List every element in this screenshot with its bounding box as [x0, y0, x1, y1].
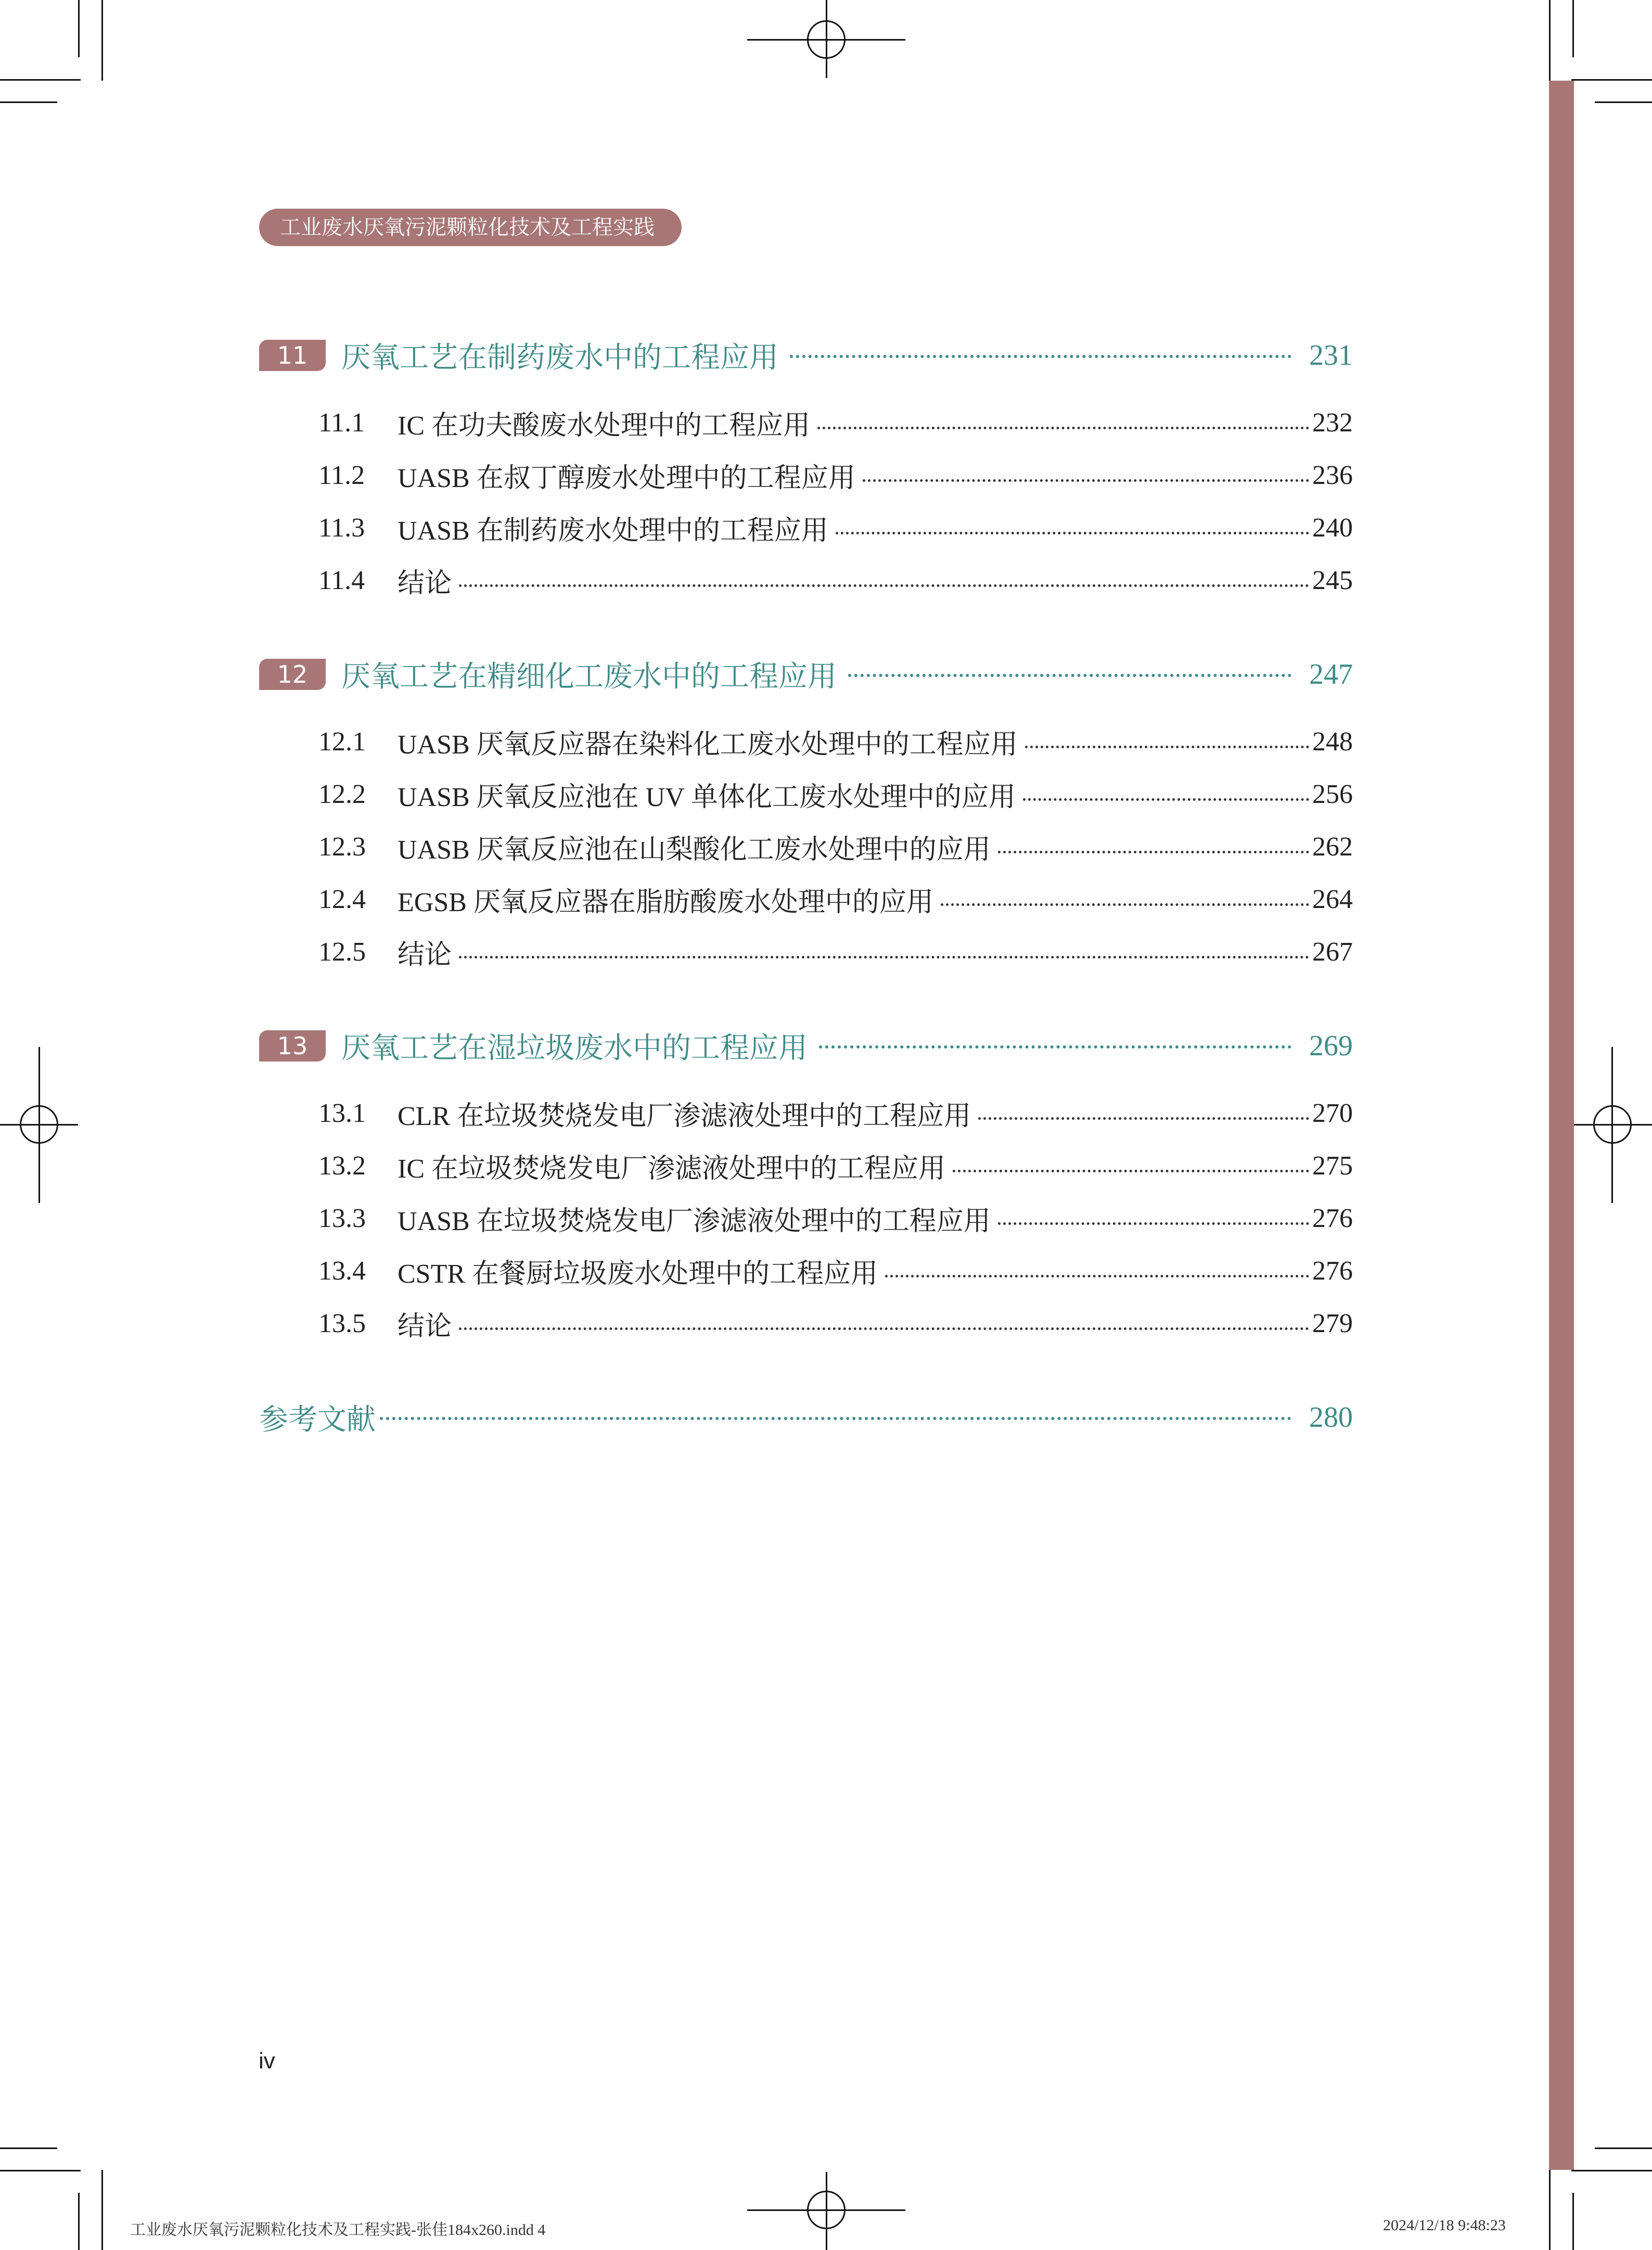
chapter-title: 厌氧工艺在制药废水中的工程应用 [341, 341, 778, 375]
toc-section-13-5[interactable] [318, 1302, 1353, 1344]
toc-section-12-1[interactable] [318, 721, 1353, 762]
chapter-page: 231 [1309, 339, 1353, 372]
chapter-number-badge: 11 [259, 340, 326, 371]
section-title: CSTR 在餐厨垃圾废水处理中的工程应用 [398, 1259, 878, 1289]
dot-leader [836, 532, 1309, 534]
section-title: UASB 厌氧反应器在染料化工废水处理中的工程应用 [398, 730, 1018, 760]
toc-references[interactable] [259, 1392, 1353, 1442]
dot-leader [998, 1222, 1309, 1225]
section-number: 12.5 [318, 937, 366, 967]
toc-section-13-2[interactable] [318, 1145, 1353, 1186]
chapter-title: 厌氧工艺在湿垃圾废水中的工程应用 [341, 1031, 808, 1065]
toc-section-12-5[interactable] [318, 931, 1353, 973]
references-page: 280 [1309, 1401, 1353, 1434]
section-page: 240 [1312, 513, 1353, 543]
section-number: 12.4 [318, 884, 366, 914]
dot-leader [459, 584, 1309, 587]
dot-leader [863, 479, 1309, 482]
section-number: 11.3 [318, 513, 365, 543]
chapter-page: 269 [1309, 1030, 1353, 1062]
page-folio: iv [259, 2048, 275, 2074]
toc-section-13-3[interactable] [318, 1197, 1353, 1239]
toc-section-11-2[interactable] [318, 454, 1353, 496]
dot-leader [459, 1327, 1309, 1330]
dot-leader [978, 1117, 1309, 1120]
section-page: 232 [1312, 407, 1353, 438]
toc-section-11-3[interactable] [318, 507, 1353, 548]
section-page: 270 [1312, 1098, 1353, 1128]
toc-section-11-4[interactable] [318, 559, 1353, 601]
section-title: UASB 在叔丁醇废水处理中的工程应用 [398, 463, 855, 493]
section-title: CLR 在垃圾焚烧发电厂渗滤液处理中的工程应用 [398, 1101, 971, 1131]
dot-leader [953, 1170, 1309, 1172]
section-title: UASB 厌氧反应池在 UV 单体化工废水处理中的应用 [398, 782, 1016, 812]
dot-leader [885, 1275, 1309, 1277]
dot-leader [817, 427, 1309, 429]
section-page: 279 [1312, 1308, 1353, 1338]
toc-section-13-1[interactable] [318, 1092, 1353, 1134]
section-number: 11.2 [318, 460, 365, 490]
chapter-title: 厌氧工艺在精细化工废水中的工程应用 [341, 660, 837, 694]
toc-chapter-11[interactable] [259, 330, 1353, 380]
section-title: UASB 在制药废水处理中的工程应用 [398, 516, 828, 546]
section-page: 248 [1312, 726, 1353, 757]
section-number: 12.1 [318, 726, 366, 757]
toc-chapter-13[interactable] [259, 1021, 1353, 1071]
dot-leader [1025, 746, 1309, 748]
dot-leader [1023, 798, 1309, 801]
dot-leader [819, 1045, 1291, 1049]
dot-leader [941, 903, 1309, 906]
chapter-number-badge: 13 [259, 1030, 326, 1062]
dot-leader [380, 1417, 1291, 1420]
section-page: 267 [1312, 937, 1353, 967]
section-page: 264 [1312, 884, 1353, 914]
section-number: 13.2 [318, 1150, 366, 1181]
section-title: UASB 厌氧反应池在山梨酸化工废水处理中的应用 [398, 835, 991, 865]
section-number: 12.2 [318, 779, 366, 809]
toc-section-12-2[interactable] [318, 773, 1353, 815]
dot-leader [459, 956, 1309, 958]
section-number: 13.4 [318, 1256, 366, 1286]
section-title: UASB 在垃圾焚烧发电厂渗滤液处理中的工程应用 [398, 1206, 991, 1236]
toc-section-13-4[interactable] [318, 1250, 1353, 1292]
section-number: 12.3 [318, 832, 366, 862]
dot-leader [998, 851, 1309, 853]
section-page: 245 [1312, 565, 1353, 595]
side-color-strip [1549, 81, 1574, 2170]
section-title: EGSB 厌氧反应器在脂肪酸废水处理中的应用 [398, 887, 933, 917]
chapter-page: 247 [1309, 658, 1353, 691]
section-page: 236 [1312, 460, 1353, 490]
toc-section-11-1[interactable] [318, 402, 1353, 443]
section-title: 结论 [398, 1311, 452, 1341]
section-number: 13.1 [318, 1098, 366, 1128]
section-title: 结论 [398, 940, 452, 970]
toc-section-12-3[interactable] [318, 826, 1353, 867]
slug-file-info: 工业废水厌氧污泥颗粒化技术及工程实践-张佳184x260.indd 4 [130, 2221, 546, 2239]
dot-leader [848, 674, 1291, 677]
section-page: 262 [1312, 832, 1353, 862]
toc-chapter-12[interactable] [259, 649, 1353, 699]
section-title: IC 在垃圾焚烧发电厂渗滤液处理中的工程应用 [398, 1154, 946, 1184]
section-title: IC 在功夫酸废水处理中的工程应用 [398, 411, 811, 441]
dot-leader [790, 355, 1291, 358]
chapter-number-badge: 12 [259, 659, 326, 690]
slug-timestamp: 2024/12/18 9:48:23 [1383, 2217, 1506, 2234]
running-header: 工业废水厌氧污泥颗粒化技术及工程实践 [259, 209, 682, 246]
section-page: 275 [1312, 1150, 1353, 1181]
section-number: 13.3 [318, 1203, 366, 1233]
references-title: 参考文献 [259, 1403, 376, 1437]
section-number: 13.5 [318, 1308, 366, 1338]
toc-section-12-4[interactable] [318, 878, 1353, 920]
section-page: 256 [1312, 779, 1353, 809]
section-title: 结论 [398, 568, 452, 598]
section-page: 276 [1312, 1256, 1353, 1286]
section-number: 11.1 [318, 407, 365, 438]
section-number: 11.4 [318, 565, 365, 595]
section-page: 276 [1312, 1203, 1353, 1233]
